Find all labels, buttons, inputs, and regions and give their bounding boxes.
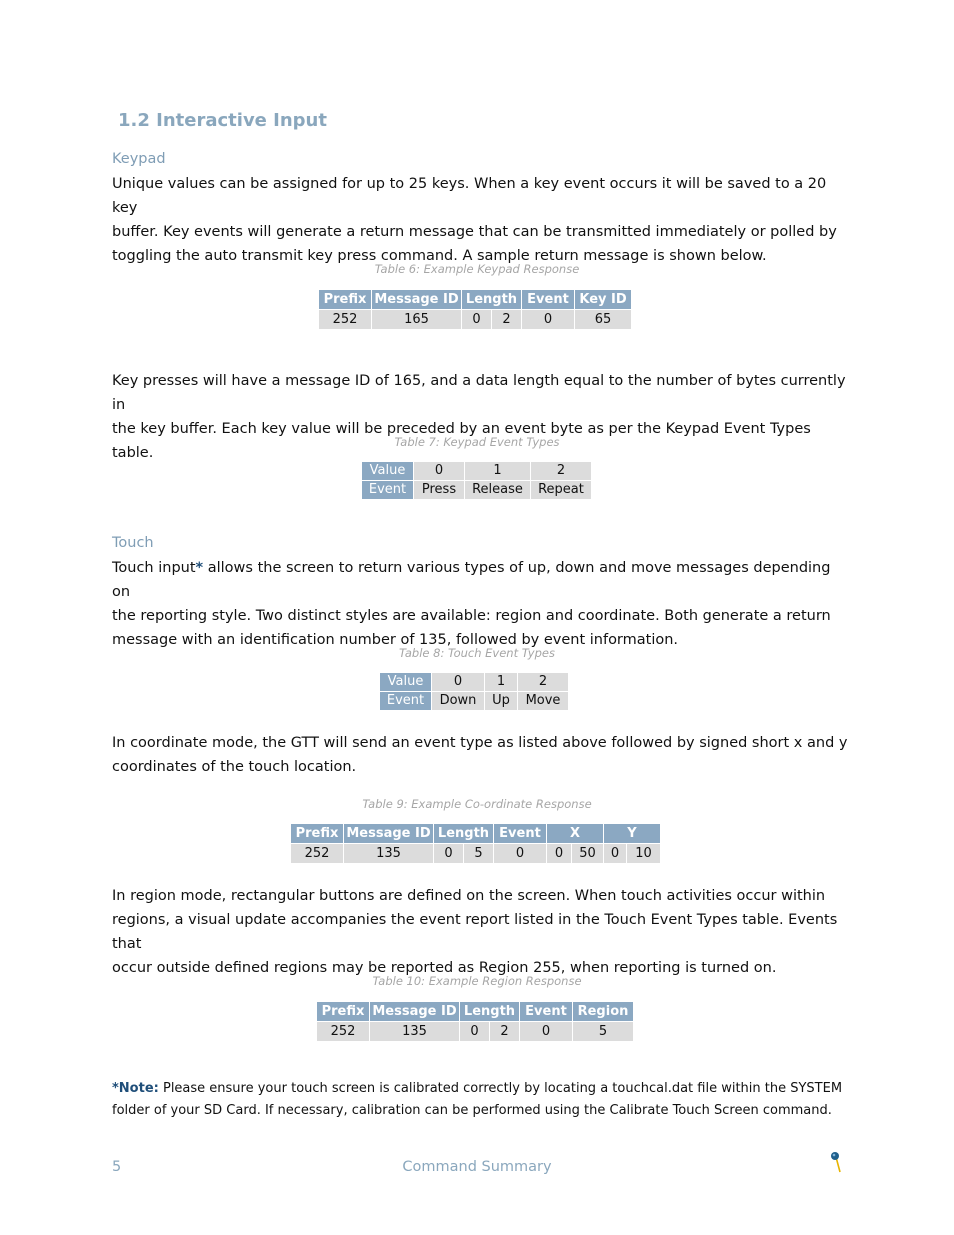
touch-paragraph-1 [112,556,848,652]
table-cell: 165 [372,310,462,330]
table-cell: 252 [319,310,372,330]
table8-caption: Table 8: Touch Event Types [399,646,555,660]
table-cell: Repeat [531,481,592,500]
table6-keypad-response [318,289,632,330]
keypad-paragraph-2 [112,369,848,465]
table-header-cell: Event [494,824,547,844]
table9-coordinate-response [290,823,661,864]
table-header-cell: Length [460,1002,520,1022]
table-row-label: Value [362,462,414,481]
text-span: Touch input [112,560,196,576]
table7-keypad-event-types [361,461,592,500]
footnote-marker: * [195,560,204,576]
table10-caption: Table 10: Example Region Response [372,974,582,988]
table-cell: 1 [485,673,518,692]
table-row-label: Event [380,692,432,711]
text-line: regions, a visual update accompanies the event report listed in the Touch Event Types table. Events that [112,912,838,952]
table-cell: 0 [434,844,464,864]
table-row-label: Value [380,673,432,692]
table8-touch-event-types [379,672,569,711]
table-cell: 10 [627,844,661,864]
keypad-heading: Keypad [112,151,166,167]
table-cell: Up [485,692,518,711]
table-header-cell: Event [520,1002,573,1022]
table-cell: 0 [522,310,575,330]
touch-heading: Touch [112,535,154,551]
page-number: 5 [112,1159,122,1175]
text-span: Please ensure your touch screen is calibrated correctly by locating a touchcal.dat file within the SYSTEM [158,1081,843,1096]
text-span: allows the screen to return various types of up, down and move messages depending on [112,560,831,600]
table-header-cell: Y [604,824,661,844]
footer-title: Command Summary [402,1159,552,1175]
table-header-cell: Event [522,290,575,310]
calibration-note [112,1078,852,1122]
text-line: message with an identification number of 135, followed by event information. [112,632,679,648]
pushpin-icon [826,1150,846,1174]
table-cell: 2 [490,1022,520,1042]
table-cell: 135 [370,1022,460,1042]
table-cell: Release [465,481,531,500]
table7-caption: Table 7: Keypad Event Types [394,435,560,449]
table-cell: 2 [518,673,569,692]
text-line: buffer. Key events will generate a return message that can be transmitted immediately or polled by [112,224,837,240]
table-header-cell: Prefix [291,824,344,844]
table-header-cell: Prefix [317,1002,370,1022]
text-line [112,1078,852,1100]
table-cell: 5 [573,1022,634,1042]
table-header-cell: Prefix [319,290,372,310]
text-line: toggling the auto transmit key press command. A sample return message is shown below. [112,248,767,264]
table-header-cell: Message ID [344,824,434,844]
keypad-paragraph-1 [112,172,848,268]
table9-caption: Table 9: Example Co-ordinate Response [362,797,592,811]
table-header-cell: Region [573,1002,634,1022]
table-cell: 2 [531,462,592,481]
table-header-cell: Message ID [370,1002,460,1022]
text-line: Key presses will have a message ID of 165, and a data length equal to the number of bytes currently in [112,373,846,413]
table-cell: Press [414,481,465,500]
text-line: the key buffer. Each key value will be preceded by an event byte as per the Keypad Event Types table. [112,421,811,461]
text-line: In region mode, rectangular buttons are defined on the screen. When touch activities occur within [112,888,826,904]
table10-region-response [316,1001,634,1042]
table-cell: 252 [317,1022,370,1042]
text-line: Unique values can be assigned for up to 25 keys. When a key event occurs it will be saved to a 20 key [112,176,827,216]
table-cell: 1 [465,462,531,481]
text-line: coordinates of the touch location. [112,759,357,775]
table-cell: 0 [414,462,465,481]
section-title: 1.2 Interactive Input [118,110,327,131]
table-cell: Down [432,692,485,711]
table-cell: Move [518,692,569,711]
table-header-cell: X [547,824,604,844]
table-cell: 135 [344,844,434,864]
table-cell: 0 [462,310,492,330]
table-header-cell: Key ID [575,290,632,310]
note-label: *Note: [112,1081,159,1096]
text-line: the reporting style. Two distinct styles are available: region and coordinate. Both generate a return [112,608,831,624]
touch-paragraph-2 [112,731,848,779]
table-cell: 5 [464,844,494,864]
text-line: occur outside defined regions may be reported as Region 255, when reporting is turned on. [112,960,777,976]
table-cell: 0 [520,1022,573,1042]
table-cell: 0 [460,1022,490,1042]
table-cell: 0 [604,844,627,864]
text-line [112,556,848,604]
table-cell: 0 [432,673,485,692]
table-cell: 0 [547,844,572,864]
table6-caption: Table 6: Example Keypad Response [374,262,580,276]
table-cell: 252 [291,844,344,864]
table-header-cell: Length [462,290,522,310]
text-line: folder of your SD Card. If necessary, calibration can be performed using the Calibrate Touch Screen command. [112,1103,832,1118]
table-header-cell: Length [434,824,494,844]
text-line: In coordinate mode, the GTT will send an event type as listed above followed by signed short x and y [112,735,848,751]
table-cell: 2 [492,310,522,330]
table-cell: 0 [494,844,547,864]
table-header-cell: Message ID [372,290,462,310]
touch-paragraph-3 [112,884,848,980]
table-row-label: Event [362,481,414,500]
table-cell: 50 [572,844,604,864]
table-cell: 65 [575,310,632,330]
